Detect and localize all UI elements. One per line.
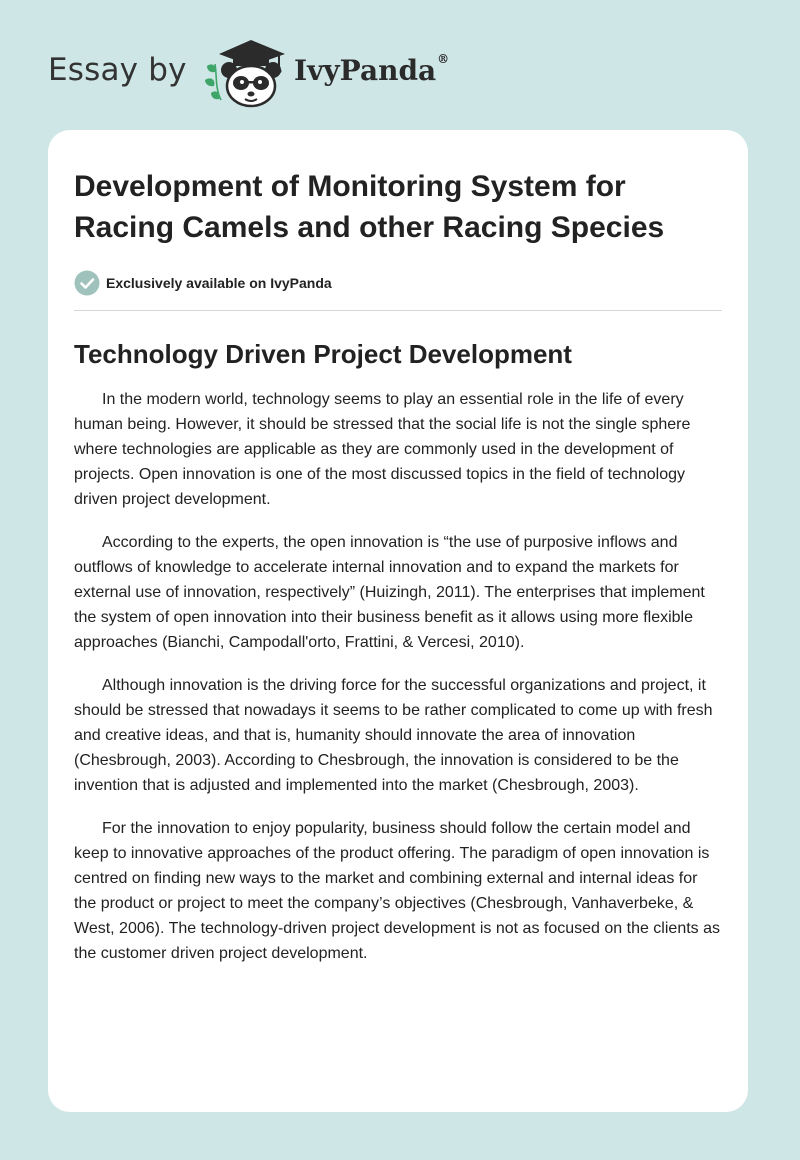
registered-mark: ® bbox=[437, 52, 450, 66]
exclusive-badge-text: Exclusively available on IvyPanda bbox=[106, 275, 332, 291]
exclusive-badge bbox=[74, 270, 722, 296]
essay-title: Development of Monitoring System for Racing Camels and other Racing Species bbox=[74, 170, 665, 244]
brand-header[interactable] bbox=[48, 34, 508, 108]
check-badge-icon bbox=[74, 270, 100, 296]
section-heading: Technology Driven Project Development bbox=[74, 339, 572, 369]
brand-name-text: IvyPanda bbox=[294, 54, 437, 87]
title-divider bbox=[74, 310, 722, 311]
essay-paragraph: According to the experts, the open innovation is “the use of purposive inflows and outflows of knowledge to accelerate internal innovation and to expand the markets for external use of innovation, respectively” (Huizingh, 2011). The enterprises that implement the system of open innovation into their business benefit as it allows using more flexible approaches (Bianchi, Campodall'orto, Frattini, & Vercesi, 2010). bbox=[74, 534, 705, 651]
essay-paragraph: Although innovation is the driving force for the successful organizations and project, it should be stressed that nowadays it seems to be rather complicated to come up with fresh and creative ideas, and that is, humanity should innovate the area of innovation (Chesbrough, 2003). According to Chesbrough, the innovation is considered to be the invention that is adjusted and implemented into the market (Chesbrough, 2003). bbox=[74, 677, 713, 794]
brand-prefix: Essay by bbox=[48, 52, 187, 88]
essay-card bbox=[48, 130, 748, 1112]
brand-name bbox=[294, 54, 449, 87]
panda-graduate-icon bbox=[203, 36, 291, 108]
essay-paragraph: For the innovation to enjoy popularity, business should follow the certain model and keep to innovative approaches of the product offering. The paradigm of open innovation is centred on finding new ways to the market and combining external and internal ideas for the product or project to meet the company’s objectives (Chesbrough, Vanhaverbeke, & West, 2006). The technology-driven project development is not as focused on the clients as the customer driven project development. bbox=[74, 820, 720, 962]
essay-paragraph: In the modern world, technology seems to play an essential role in the life of every human being. However, it should be stressed that the social life is not the single sphere where technologies are applicable as they are commonly used in the development of projects. Open innovation is one of the most discussed topics in the field of technology driven project development. bbox=[74, 391, 691, 508]
